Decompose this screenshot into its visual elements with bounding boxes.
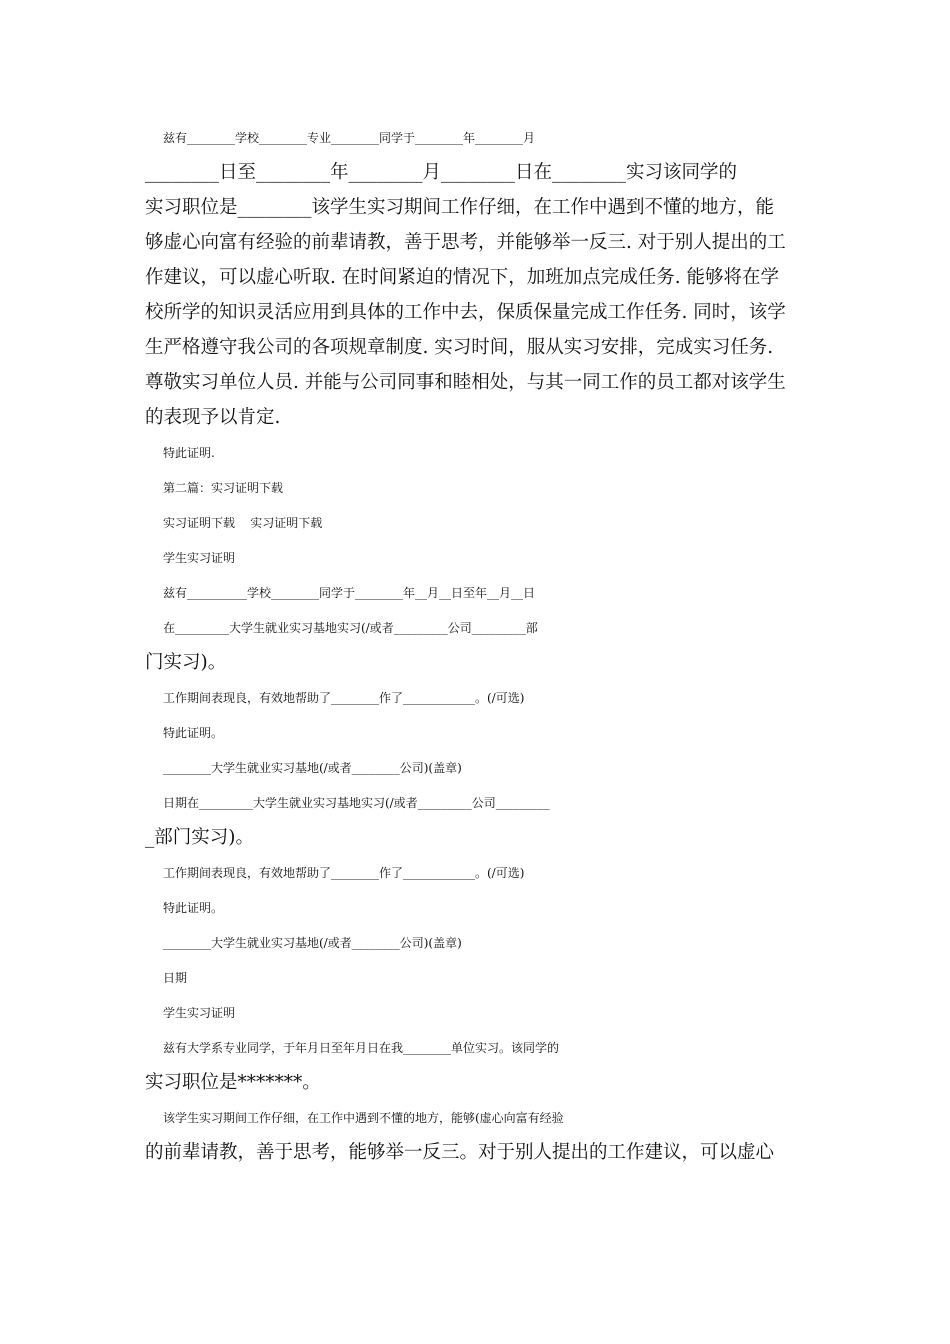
paragraph-line: 门实习)。 bbox=[145, 652, 227, 673]
date-line: 日期 bbox=[163, 971, 188, 985]
signature-line: ________大学生就业实习基地(/或者________公司)(盖章) bbox=[163, 936, 462, 950]
section-heading: 第二篇：实习证明下载 bbox=[163, 481, 284, 495]
paragraph-line: 工作期间表现良，有效地帮助了________作了____________。(/可选) bbox=[163, 866, 525, 880]
paragraph-line: ________日至________年________月________日在________实习该同学的 bbox=[145, 162, 738, 183]
paragraph-line: 工作期间表现良，有效地帮助了________作了____________。(/可选) bbox=[163, 691, 525, 705]
signature-line: ________大学生就业实习基地(/或者________公司)(盖章) bbox=[163, 761, 462, 775]
paragraph-line: 实习职位是________该学生实习期间工作仔细，在工作中遇到不懂的地方，能 bbox=[145, 197, 775, 218]
paragraph-line: 该学生实习期间工作仔细，在工作中遇到不懂的地方，能够(虚心向富有经验 bbox=[163, 1111, 564, 1125]
paragraph-line: 实习职位是*******。 bbox=[145, 1072, 321, 1093]
paragraph-line: 兹有大学系专业同学，于年月日至年月日在我________单位实习。该同学的 bbox=[163, 1041, 560, 1055]
paragraph-line: 兹有__________学校________同学于________年__月__日至年__月__日 bbox=[163, 586, 536, 600]
paragraph-line: 在_________大学生就业实习基地实习(/或者_________公司_________部 bbox=[163, 621, 538, 635]
document-title: 学生实习证明 bbox=[163, 551, 236, 565]
paragraph-line: 生严格遵守我公司的各项规章制度. 实习时间，服从实习安排，完成实习任务. bbox=[145, 337, 774, 358]
paragraph-line: 的前辈请教，善于思考，能够举一反三。对于别人提出的工作建议，可以虚心 bbox=[145, 1142, 775, 1163]
paragraph-line: 特此证明。 bbox=[163, 726, 224, 740]
paragraph-line: 尊敬实习单位人员. 并能与公司同事和睦相处，与其一同工作的员工都对该学生 bbox=[145, 372, 786, 393]
paragraph-line: 特此证明。 bbox=[163, 901, 224, 915]
paragraph-line: 实习证明下载 实习证明下载 bbox=[163, 516, 323, 530]
paragraph-line: 兹有________学校________专业________同学于________年________月 bbox=[163, 131, 536, 145]
paragraph-line: 校所学的知识灵活应用到具体的工作中去，保质保量完成工作任务. 同时，该学 bbox=[145, 302, 786, 323]
document-title: 学生实习证明 bbox=[163, 1006, 236, 1020]
paragraph-line: 的表现予以肯定. bbox=[145, 407, 281, 428]
paragraph-line: 够虚心向富有经验的前辈请教，善于思考，并能够举一反三. 对于别人提出的工 bbox=[145, 232, 786, 253]
paragraph-line: 日期在_________大学生就业实习基地实习(/或者_________公司_________ bbox=[163, 796, 550, 810]
paragraph-line: 作建议，可以虚心听取. 在时间紧迫的情况下，加班加点完成任务. 能够将在学 bbox=[145, 267, 780, 288]
paragraph-line: 特此证明. bbox=[163, 446, 215, 460]
paragraph-line: _部门实习)。 bbox=[145, 827, 254, 848]
